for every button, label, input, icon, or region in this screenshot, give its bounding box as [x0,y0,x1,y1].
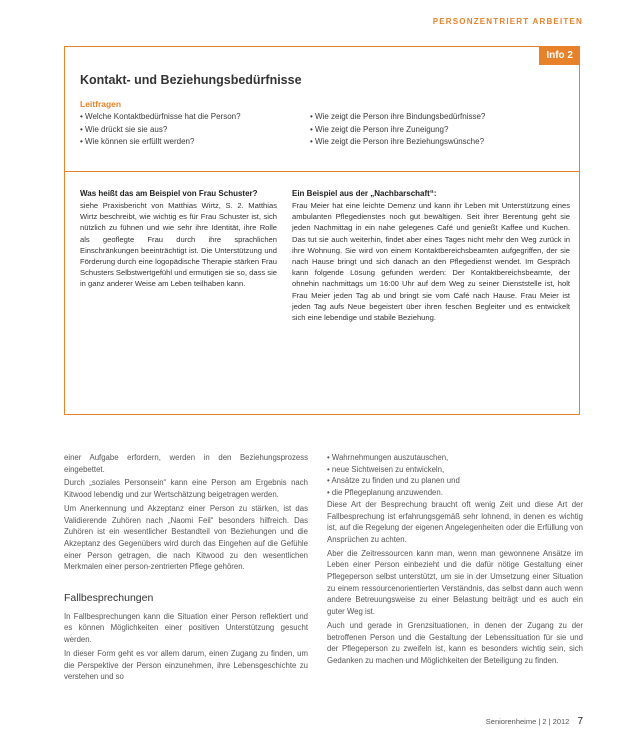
running-head: PERSONZENTRIERT ARBEITEN [432,17,583,26]
example-schuster-heading: Was heißt das am Beispiel von Frau Schuster? [80,189,258,198]
body-paragraph: einer Aufgabe erfordern, werden in den Beziehungsprozess eingebettet. [64,453,308,474]
journal-name: Seniorenheime | 2 | 2012 [485,717,570,726]
page-number: 7 [577,716,583,727]
example-neighborhood [292,188,570,323]
example-schuster-text: siehe Praxisbericht von Matthias Wirtz, S. 2. Matthias Wirtz beschreibt, wie wichtig es für Frau Schuster ist, sich nützlich zu fühnen und wie sehr ihre Identität, ihre Rolle als geoflegte Frau durch ihre sprachlichen Einschränkungen beeinträchtigt ist. Die Unterstützung und Förderung durch eine logopädische Therapie stärken Frau Schusters Selbstwertgefühl und ermutigen sie so, dass sie in ganz anderer Weise am Leben teilhaben kann. [80,201,277,289]
info-divider [65,171,579,172]
question-item: • Welche Kontaktbedürfnisse hat die Person? [80,111,310,124]
info-box-title: Kontakt- und Beziehungsbedürfnisse [80,73,302,87]
info-badge: Info 2 [539,46,580,65]
body-paragraph: Um Anerkennung und Akzeptanz einer Person zu stärken, ist das Validierende Zuhören nach „Naomi Feil“ besonders hilfreich. Das Zuhören ist ein wesentlicher Bestandteil von Beziehungen und die Akzeptanz des Gegenübers wird durch das Eingehen auf die Gefühle einer Person getragen, die nach Kitwood zu den wesentlichen Merkmalen einer person-zentrierten Pflege gehören. [64,503,308,572]
body-column-right [327,452,583,669]
question-item: • Wie zeigt die Person ihre Beziehungswünsche? [310,136,570,149]
question-item: • Wie können sie erfüllt werden? [80,136,310,149]
list-item: • Wahrnehmungen auszutauschen, [327,452,583,464]
body-paragraph: In Fallbesprechungen kann die Situation einer Person reflektiert und es können Möglichkeiten einer positiven Unterstützung gesucht werden. [64,611,308,645]
question-item: • Wie zeigt die Person ihre Bindungsbedürfnisse? [310,111,570,124]
body-paragraph: In dieser Form geht es vor allem darum, einen Zugang zu finden, um die Perspektive der Person einzunehmen, ihre Lebensgeschichte zu verstehen und so [64,648,308,682]
list-item: • Ansätze zu finden und zu planen und [327,475,583,487]
body-paragraph: Aber die Zeitressourcen kann man, wenn man gewonnene Ansätze im Leben einer Person einbezieht und die dafür nötige Gestaltung einer Pflegeperson selbst unterstützt, um sie in der Umsetzung einer Situation zu einem ressourcenorientierten Verständnis, das selbst dann auch wenn andere Betreuungsweise zu einer Belastung beiträgt und es auch ein guter Weg ist. [327,548,583,617]
section-heading-fallbesprechungen: Fallbesprechungen [64,592,154,605]
body-paragraph: Auch und gerade in Grenzsituationen, in denen der Zugang zu der betroffenen Person und die Gestaltung der Lebenssituation für sie und der Pflegeperson zu zweifeln ist, kann es besonders wichtig sein, sich Gedanken zu machen und Möglichkeiten der Beteiligung zu finden. [327,620,583,665]
question-item: • Wie zeigt die Person ihre Zuneigung? [310,124,570,137]
body-paragraph: Durch „soziales Personsein“ kann eine Person am Ergebnis nach Kitwood lebendig und zur Wertschätzung beigetragen werden. [64,478,308,500]
page-footer [486,716,583,727]
questions-left [80,111,310,149]
leitfragen-label: Leitfragen [80,99,122,109]
questions-right [310,111,570,149]
body-column-left [64,452,308,685]
example-neighborhood-heading: Ein Beispiel aus der „Nachbarschaft“: [292,189,437,198]
example-neighborhood-text: Frau Meier hat eine leichte Demenz und kann ihr Leben mit Unterstützung eines ambulanten Pflegedienstes noch gut bewältigen. Seit ihrer Berentung geht sie jeden Nachmittag in ein nahe gelegenes Café und genießt Kaffee und Kuchen. Das tut sie auch weiterhin, findet aber eines Tages nicht mehr den Weg zurück in ihre Wohnung. Sie wird von einem Kontaktbereichsbeamten aufgegriffen, der sie nach Hause bringt und sich danach an den Pflegedienst wendet. Im Gespräch kann folgende Lösung gefunden werden: Der Kontaktbereichsbeamte, der ohnehin nachmittags um 16:00 Uhr auf dem Weg zu seiner Dienststelle ist, holt Frau Meier jeden Tag ab und bringt sie vom Café nach Hause. Frau Meier ist jeden Tag aufs Neue begeistert über ihren feschen Begleiter und es entwickelt sich eine lebendige und stabile Beziehung. [292,201,570,323]
example-schuster [80,188,277,290]
list-item: • neue Sichtweisen zu entwickeln, [327,464,583,476]
question-item: • Wie drückt sie sie aus? [80,124,310,137]
info-box [64,46,580,415]
body-paragraph: Diese Art der Besprechung braucht oft wenig Zeit und diese Art der Fallbesprechung ist erfahrungsgemäß sehr lohnend, in denen es wichtig ist, auf die Regelung der eigenen Angelegenheiten oder die Erfüllung von Ansprüchen zu achten. [327,499,583,544]
list-item: • die Pflegeplanung anzuwenden. [327,487,583,499]
bullet-list [327,452,583,499]
